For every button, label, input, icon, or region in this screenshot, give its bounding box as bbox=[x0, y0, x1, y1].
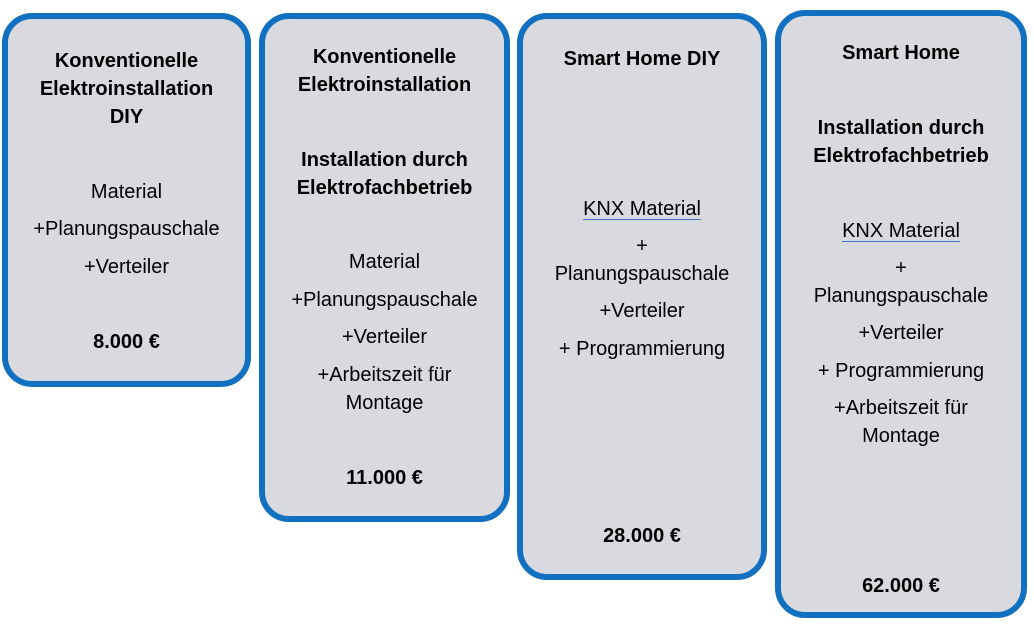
card-subtitle-line: Elektrofachbetrieb bbox=[813, 145, 989, 167]
card-item: Planungspauschale bbox=[813, 285, 989, 307]
card-item-knx-material: KNX Material bbox=[842, 220, 960, 242]
card-item: +Verteiler bbox=[341, 326, 428, 348]
card-item: + Programmierung bbox=[817, 360, 985, 382]
card-title-line: Konventionelle bbox=[312, 46, 457, 68]
card-conventional-diy bbox=[2, 13, 251, 387]
card-title-line: Smart Home DIY bbox=[563, 48, 721, 70]
card-conventional-professional bbox=[259, 13, 510, 522]
card-item: Material bbox=[90, 181, 163, 203]
card-item: Montage bbox=[345, 392, 424, 414]
card-title-line: Konventionelle bbox=[54, 50, 199, 72]
card-smart-home-professional bbox=[775, 10, 1027, 618]
card-item: +Arbeitszeit für bbox=[834, 397, 968, 419]
card-title-line: DIY bbox=[109, 106, 144, 128]
card-item: Montage bbox=[862, 425, 940, 447]
card-item: +Verteiler bbox=[858, 322, 944, 344]
card-title-line: Elektroinstallation bbox=[297, 74, 472, 96]
card-price: 11.000 € bbox=[346, 467, 423, 489]
card-item: Planungspauschale bbox=[554, 263, 730, 285]
card-item: +Arbeitszeit für bbox=[317, 364, 452, 386]
card-item-knx-material: KNX Material bbox=[583, 198, 701, 220]
card-price: 62.000 € bbox=[862, 575, 940, 597]
card-item: +Verteiler bbox=[83, 256, 170, 278]
card-price: 28.000 € bbox=[603, 525, 681, 547]
card-item: + bbox=[895, 257, 907, 279]
card-item: + bbox=[636, 235, 648, 257]
card-item: +Planungspauschale bbox=[33, 218, 220, 240]
card-item: + Programmierung bbox=[558, 338, 726, 360]
card-subtitle-line: Installation durch bbox=[301, 149, 468, 171]
card-smart-home-diy bbox=[517, 13, 767, 580]
card-item: Material bbox=[348, 251, 421, 273]
card-subtitle-line: Installation durch bbox=[817, 117, 985, 139]
card-title-line: Elektroinstallation bbox=[39, 78, 214, 100]
card-item: +Verteiler bbox=[599, 300, 685, 322]
card-subtitle-line: Elektrofachbetrieb bbox=[296, 177, 473, 199]
card-title-line: Smart Home bbox=[842, 42, 960, 64]
card-item: +Planungspauschale bbox=[291, 289, 478, 311]
card-price: 8.000 € bbox=[93, 331, 160, 353]
